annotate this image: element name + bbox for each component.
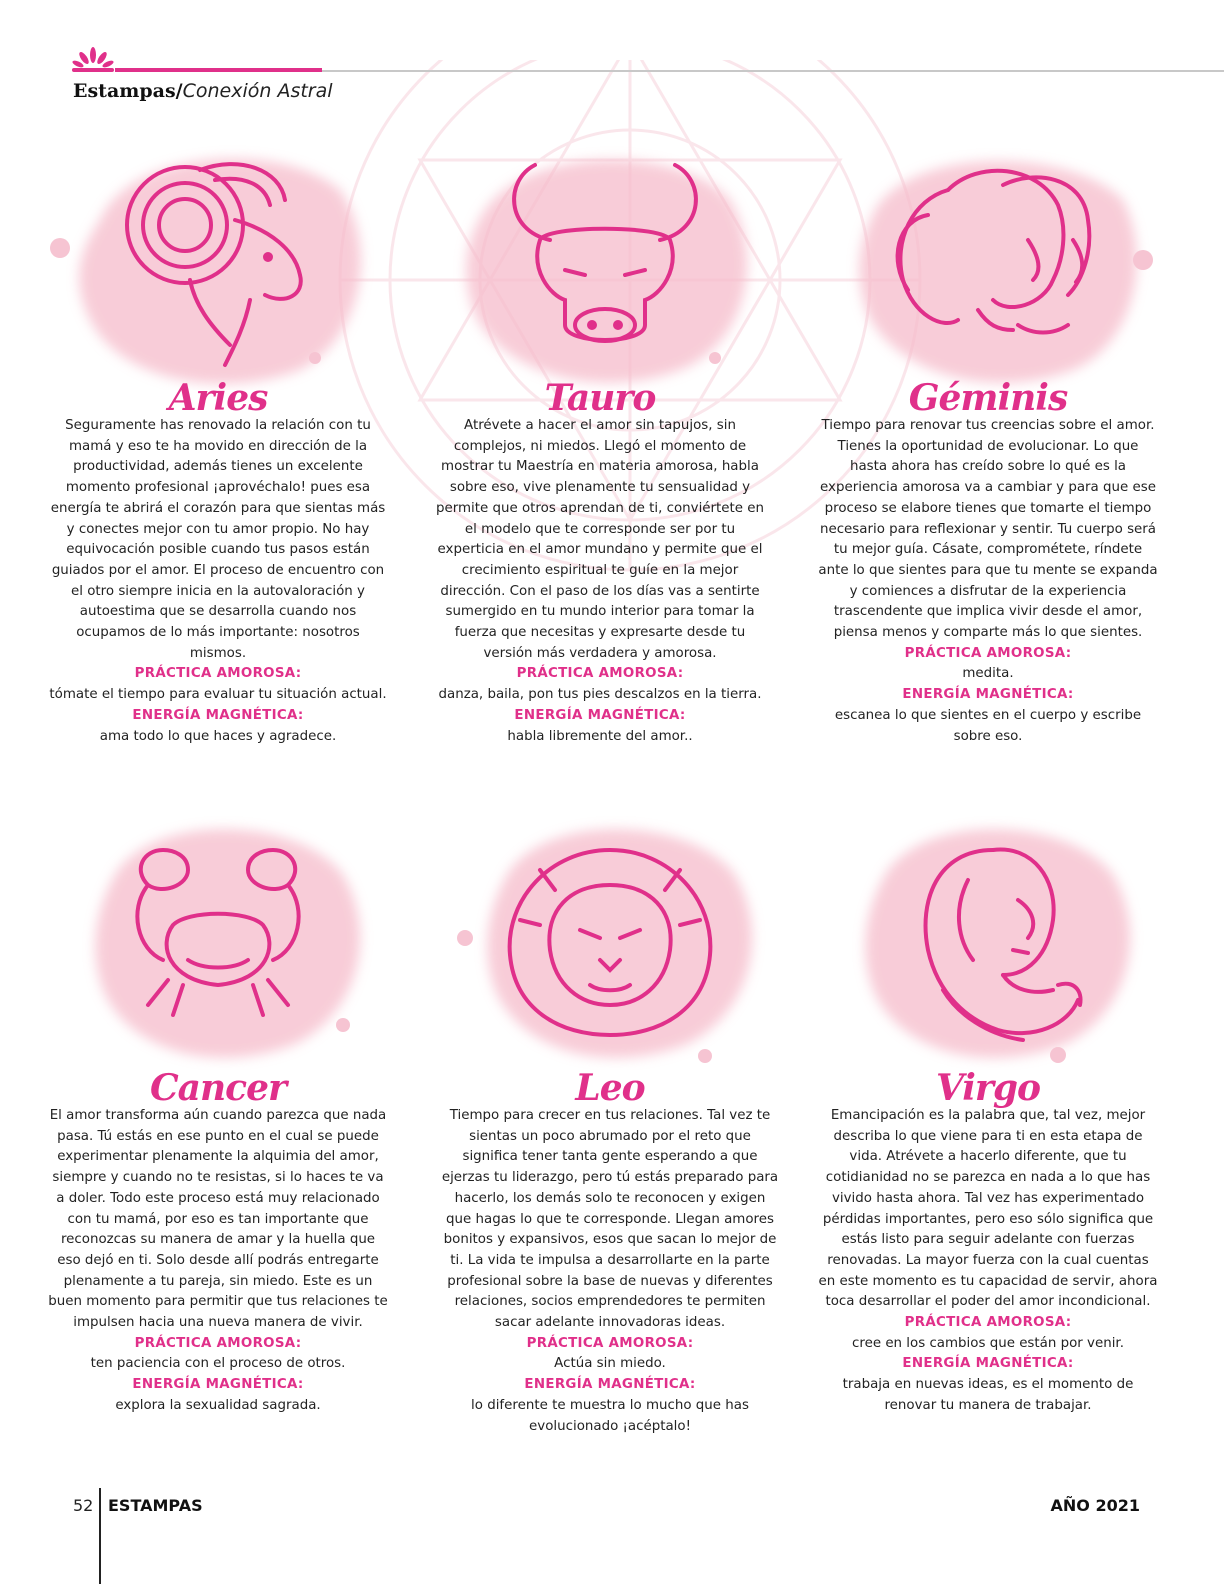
energy-label: ENERGÍA MAGNÉTICA: — [902, 687, 1074, 703]
practice-text: danza, baila, pon tus pies descalzos en la tierra. — [438, 687, 762, 703]
bull-icon — [430, 130, 770, 390]
horoscope-text: Tiempo para renovar tus creencias sobre el amor. Tienes la oportunidad de evolucionar. Lo que hasta ahora has creído sobre lo qué es la experiencia amorosa va a cambiar y para que ese proceso se elabore tienes que tomarte el tiempo necesario para reflexionar y sentir. Tu cuerpo será tu mejor guía. Cásate, comprométete, ríndete ante lo que sientes para que tu mente se expanda y comiences a disfrutar de la experiencia trascendente que implica vivir desde el amor, piensa menos y comparte más lo que sientes. — [818, 418, 1158, 641]
energy-label: ENERGÍA MAGNÉTICA: — [514, 707, 686, 723]
ram-icon — [40, 130, 380, 390]
sign-text-tauro — [430, 416, 770, 747]
sign-title-geminis: Géminis — [908, 377, 1068, 419]
practice-label: PRÁCTICA AMOROSA: — [904, 645, 1072, 661]
crab-icon — [48, 810, 388, 1070]
energy-text: ama todo lo que haces y agradece. — [99, 728, 337, 744]
maiden-icon — [818, 810, 1158, 1070]
energy-text: lo diferente te muestra lo mucho que has evolucionado ¡acéptalo! — [471, 1397, 749, 1434]
practice-label: PRÁCTICA AMOROSA: — [526, 1335, 694, 1351]
sign-text-aries — [48, 416, 388, 747]
header-accent-bar — [115, 68, 322, 72]
practice-text: cree en los cambios que están por venir. — [852, 1335, 1124, 1351]
practice-label: PRÁCTICA AMOROSA: — [134, 666, 302, 682]
practice-label: PRÁCTICA AMOROSA: — [134, 1335, 302, 1351]
energy-label: ENERGÍA MAGNÉTICA: — [524, 1377, 696, 1393]
magazine-brand: Estampas/ — [73, 80, 183, 102]
horoscope-text: Seguramente has renovado la relación con tu mamá y eso te ha movido en dirección de la productividad, además tienes un excelente momento profesional ¡aprovéchalo! pues esa energía te abrirá el corazón para que sientas más y conectes mejor con tu amor propio. No hay equivocación posible cuando tus pasos están guiados por el amor. El proceso de encuentro con el otro siempre inicia en la autovaloración y autoestima que se desarrolla cuando nos ocupamos de lo más importante: nosotros mismos. — [50, 418, 386, 661]
footer-divider — [99, 1488, 101, 1584]
twins-icon — [818, 130, 1158, 390]
sign-text-leo — [440, 1106, 780, 1437]
horoscope-text: Emancipación es la palabra que, tal vez, mejor describa lo que viene para ti en esta etapa de vida. Atrévete a hacerlo diferente, que tu cotidianidad no se parezca en nada a lo que has vivido hasta ahora. Tal vez has experimentado pérdidas importantes, pero eso sólo significa que estás listo para seguir adelante con fuerzas renovadas. La mayor fuerza con la cual cuentas en este momento es tu capacidad de servir, ahora toca desarrollar el poder del amor incondicional. — [818, 1108, 1158, 1310]
sign-title-leo: Leo — [575, 1067, 645, 1109]
energy-text: explora la sexualidad sagrada. — [115, 1397, 321, 1413]
section-header — [73, 80, 333, 102]
energy-label: ENERGÍA MAGNÉTICA: — [132, 707, 304, 723]
horoscope-text: Atrévete a hacer el amor sin tapujos, sin complejos, ni miedos. Llegó el momento de mostrar tu Maestría en materia amorosa, habla sobre eso, vive plenamente tu sensualidad y permite que otros aprendan de ti, conviértete en el modelo que te corresponde ser por tu experticia en el amor mundano y permite que el crecimiento espiritual te guíe en la mejor dirección. Con el paso de los días vas a sentirte sumergido en tu mundo interior para tomar la fuerza que necesitas y expresarte desde tu versión más verdadera y amorosa. — [435, 418, 765, 661]
practice-label: PRÁCTICA AMOROSA: — [516, 666, 684, 682]
sign-title-aries: Aries — [168, 377, 268, 419]
practice-text: medita. — [962, 666, 1014, 682]
lion-icon — [440, 810, 780, 1070]
sign-text-geminis — [818, 416, 1158, 747]
sign-title-tauro: Tauro — [544, 377, 656, 419]
page-number: 52 — [73, 1496, 94, 1515]
sign-text-cancer — [48, 1106, 388, 1417]
practice-text: tómate el tiempo para evaluar tu situación actual. — [49, 687, 387, 703]
horoscope-text: Tiempo para crecer en tus relaciones. Tal vez te sientas un poco abrumado por el reto que significa tener tanta gente esperando a que ejerzas tu liderazgo, pero tú estás preparado para hacerlo, los demás solo te reconocen y exigen que hagas lo que te corresponde. Llegan amores bonitos y expansivos, esos que sacan lo mejor de ti. La vida te impulsa a desarrollarte en la parte profesional sobre la base de nuevas y diferentes relaciones, socios emprendedores te permiten sacar adelante innovadoras ideas. — [441, 1108, 779, 1331]
sign-title-virgo: Virgo — [935, 1067, 1041, 1109]
horoscope-text: El amor transforma aún cuando parezca que nada pasa. Tú estás en ese punto en el cual se puede experimentar plenamente la alquimia del amor, siempre y cuando no te resistas, si lo haces te va a doler. Todo este proceso está muy relacionado con tu mamá, por eso es tan importante que reconozcas su manera de amar y la huella que eso dejó en ti. Solo desde allí podrás entregarte plenamente a tu pareja, sin miedo. Este es un buen momento para permitir que tus relaciones te impulsen hacia una nueva manera de vivir. — [48, 1108, 388, 1331]
energy-text: habla libremente del amor.. — [507, 728, 693, 744]
footer-brand: ESTAMPAS — [108, 1496, 203, 1515]
section-title: Conexión Astral — [182, 80, 333, 102]
footer-year: AÑO 2021 — [1050, 1496, 1140, 1515]
flower-ornament-icon — [72, 46, 114, 72]
energy-text: trabaja en nuevas ideas, es el momento de renovar tu manera de trabajar. — [842, 1377, 1134, 1413]
sign-title-cancer: Cancer — [150, 1067, 286, 1109]
energy-text: escanea lo que sientes en el cuerpo y escribe sobre eso. — [834, 707, 1142, 744]
sign-text-virgo — [818, 1106, 1158, 1417]
practice-text: ten paciencia con el proceso de otros. — [90, 1356, 346, 1372]
practice-text: Actúa sin miedo. — [554, 1356, 666, 1372]
energy-label: ENERGÍA MAGNÉTICA: — [132, 1377, 304, 1393]
energy-label: ENERGÍA MAGNÉTICA: — [902, 1356, 1074, 1372]
practice-label: PRÁCTICA AMOROSA: — [904, 1315, 1072, 1331]
